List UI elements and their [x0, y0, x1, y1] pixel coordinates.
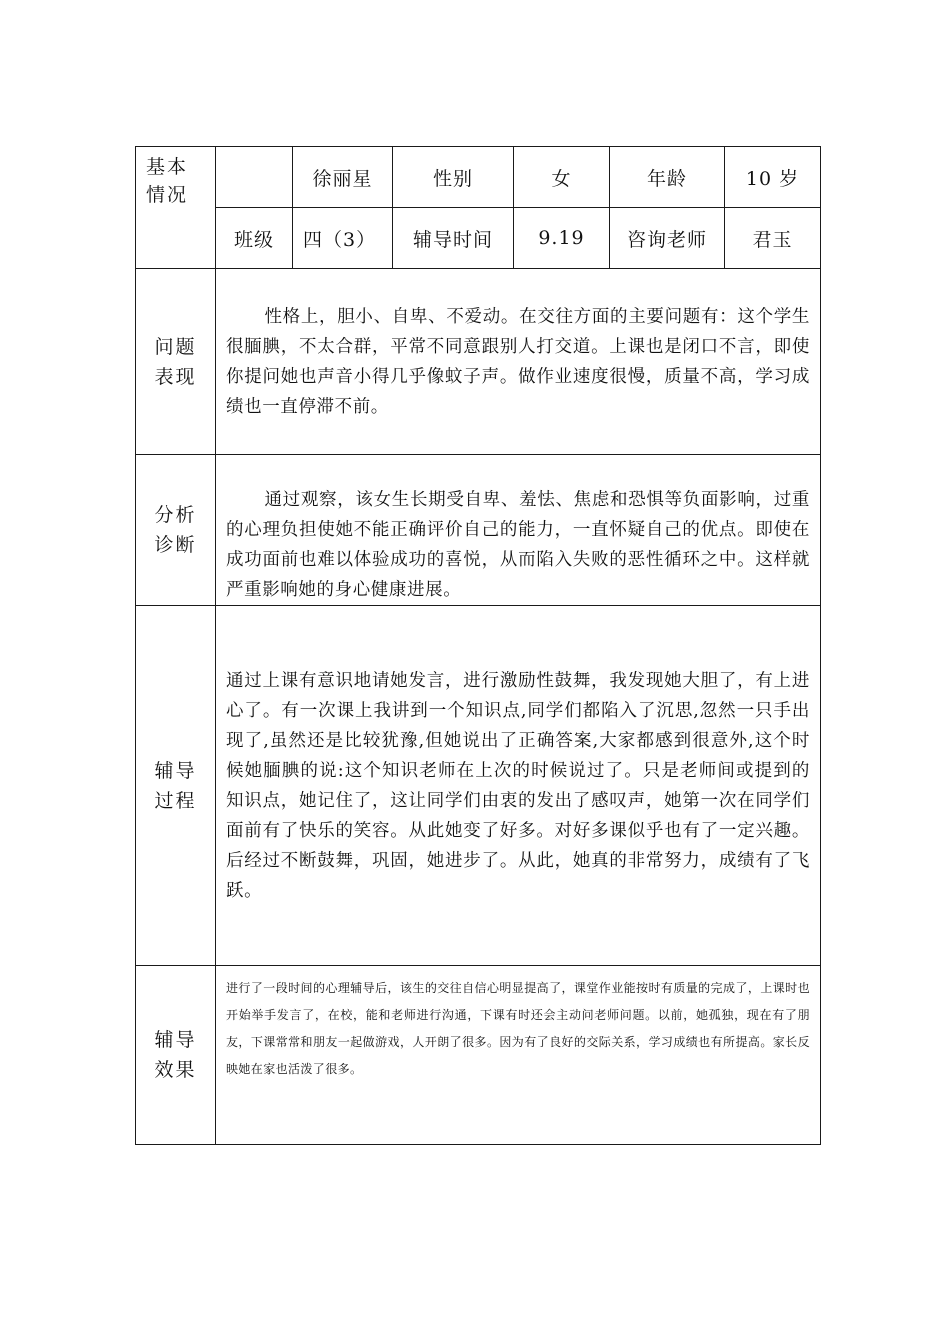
process-label: [136, 606, 216, 966]
analysis-label-line1: 分析: [154, 504, 197, 526]
process-content: [216, 606, 821, 966]
analysis-label: [136, 455, 216, 606]
teacher-value: 君玉: [725, 208, 821, 269]
basic-info-label: [136, 147, 216, 269]
process-label-line1: 辅导: [154, 759, 197, 782]
effect-text: 进行了一段时间的心理辅导后，该生的交往自信心明显提高了，课堂作业能按时有质量的完成了，上课时也开始举手发言了，在校，能和老师进行沟通，下课有时还会主动问老师问题。以前，她孤独，现在有了朋友，下课常常和朋友一起做游戏，人开朗了很多。因为有了良好的交际关系，学习成绩也有所提高。家长反映她在家也活泼了很多。: [226, 981, 810, 1076]
problem-row: [136, 269, 821, 455]
problem-label-line2: 表现: [154, 365, 197, 388]
basic-info-row-1: [136, 147, 821, 208]
problem-label: [136, 269, 216, 455]
analysis-content: [216, 455, 821, 606]
analysis-row: [136, 455, 821, 606]
student-name: 徐丽星: [293, 147, 393, 208]
empty-cell: [216, 147, 293, 208]
effect-label-line2: 效果: [154, 1059, 197, 1081]
basic-info-label-line1: 基本: [146, 156, 189, 178]
problem-text: 性格上，胆小、自卑、不爱动。在交往方面的主要问题有：这个学生很腼腆，不太合群，平常不同意跟别人打交道。上课也是闭口不言，即使你提问她也声音小得几乎像蚊子声。做作业速度很慢，质量不高，学习成绩也一直停滞不前。: [226, 306, 810, 417]
process-label-line2: 过程: [154, 789, 197, 812]
gender-label: 性别: [393, 147, 514, 208]
process-text: 通过上课有意识地请她发言，进行激励性鼓舞，我发现她大胆了，有上进心了。有一次课上我讲到一个知识点,同学们都陷入了沉思,忽然一只手出现了,虽然还是比较犹豫,但她说出了正确答案,大家都感到很意外,这个时候她腼腆的说:这个知识老师在上次的时候说过了。只是老师间或提到的知识点，她记住了，这让同学们由衷的发出了感叹声，她第一次在同学们面前有了快乐的笑容。从此她变了好多。对好多课似乎也有了一定兴趣。后经过不断鼓舞，巩固，她进步了。从此，她真的非常努力，成绩有了飞跃。: [226, 670, 810, 901]
problem-content: [216, 269, 821, 455]
basic-info-label-line2: 情况: [146, 184, 189, 206]
analysis-label-line2: 诊断: [154, 534, 197, 556]
analysis-text: 通过观察，该女生长期受自卑、羞怯、焦虑和恐惧等负面影响，过重的心理负担使她不能正确评价自己的能力，一直怀疑自己的优点。即使在成功面前也难以体验成功的喜悦，从而陷入失败的恶性循环之中。这样就严重影响她的身心健康进展。: [226, 490, 810, 600]
process-row: [136, 606, 821, 966]
class-value: 四（3）: [293, 208, 393, 269]
basic-info-row-2: [136, 208, 821, 269]
effect-row: [136, 966, 821, 1145]
effect-content: [216, 966, 821, 1145]
gender-value: 女: [514, 147, 610, 208]
counseling-time-label: 辅导时间: [393, 208, 514, 269]
effect-label: [136, 966, 216, 1145]
counseling-time-value: 9.19: [514, 208, 610, 269]
class-label: 班级: [216, 208, 293, 269]
effect-label-line1: 辅导: [154, 1029, 197, 1051]
age-label: 年龄: [610, 147, 725, 208]
problem-label-line1: 问题: [154, 335, 197, 358]
age-value: 10 岁: [725, 147, 821, 208]
counseling-record-table: [135, 146, 821, 1145]
teacher-label: 咨询老师: [610, 208, 725, 269]
